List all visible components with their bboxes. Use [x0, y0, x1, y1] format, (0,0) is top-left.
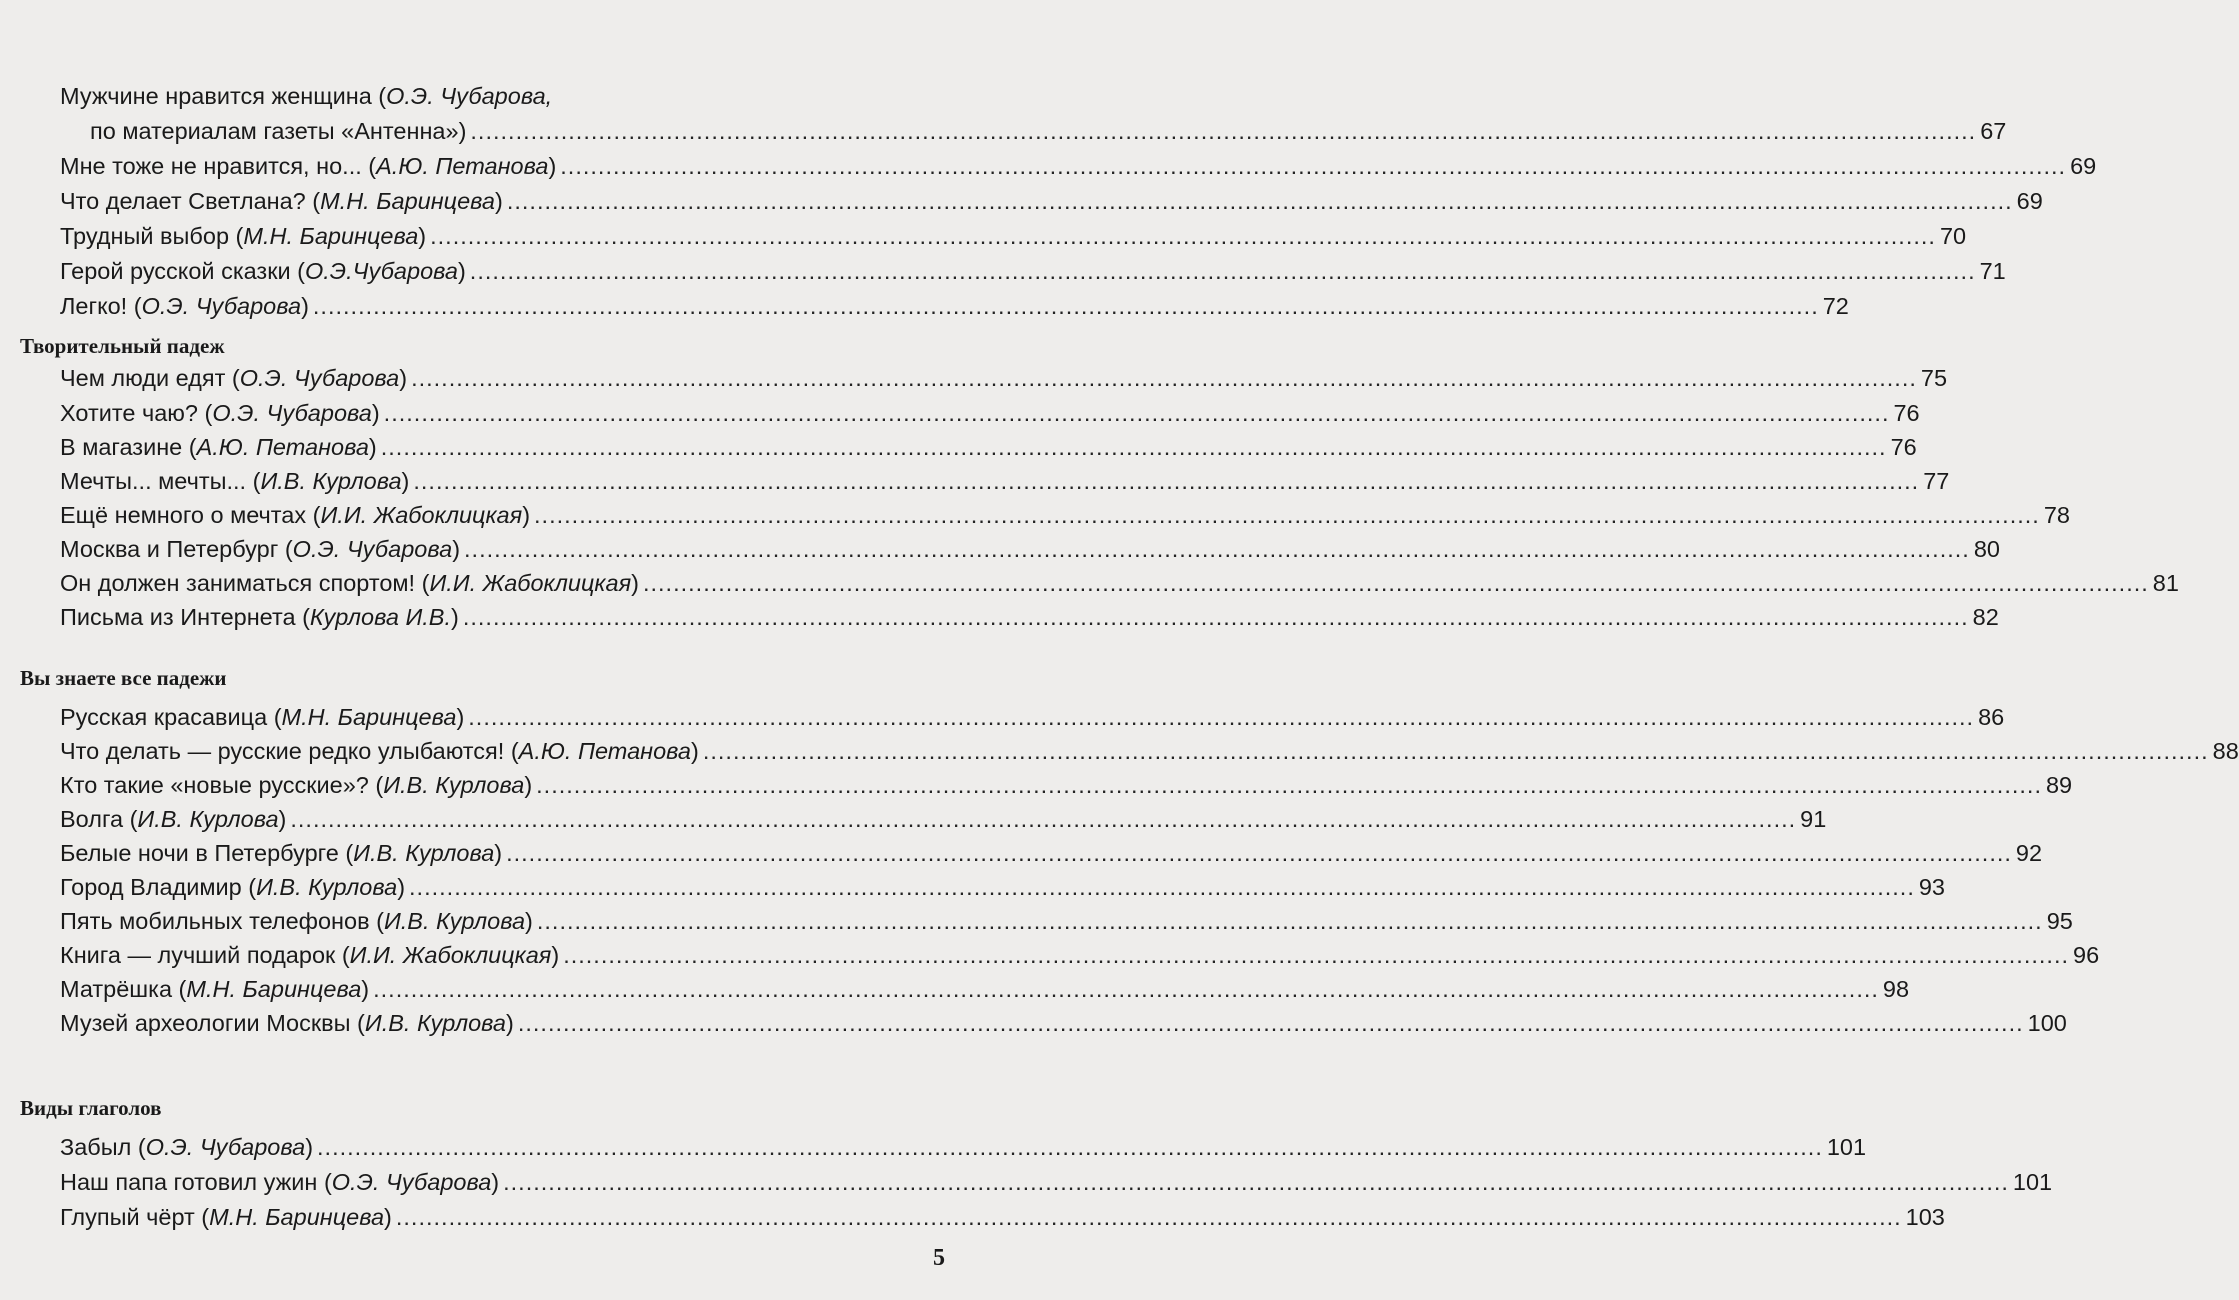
dot-leader: ........................................................................................................................................................................................................	[642, 570, 2149, 596]
dot-leader: ........................................................................................................................................................................................................	[462, 604, 1969, 630]
entry-author: И.И. Жабоклицкая	[429, 570, 632, 596]
entry-title: Волга (И.В. Курлова)	[60, 806, 287, 832]
toc-entry	[60, 772, 2073, 806]
entry-title: Пять мобильных телефонов (И.В. Курлова)	[60, 908, 533, 934]
entry-page: 67	[1980, 118, 2007, 144]
entry-page: 82	[1972, 604, 1999, 630]
entry-page: 75	[1920, 365, 1948, 391]
entry-title: Он должен заниматься спортом! (И.И. Жабоклицкая)	[60, 570, 639, 596]
toc-entry	[60, 570, 2179, 604]
entry-author: А.Ю. Петанова	[376, 153, 549, 179]
entry-page: 95	[2046, 908, 2073, 934]
entry-author: О.Э.Чубарова	[304, 258, 458, 284]
toc-entry	[60, 536, 2000, 570]
entry-page: 92	[2015, 840, 2043, 866]
entry-title: Наш папа готовил ужин (О.Э. Чубарова)	[60, 1169, 500, 1195]
section-heading: Творительный падеж	[20, 334, 225, 358]
entry-title: Матрёшка (М.Н. Баринцева)	[60, 976, 370, 1002]
entry-author: А.Ю. Петанова	[196, 434, 369, 460]
toc-entry	[60, 704, 2005, 738]
entry-title: Легко! (О.Э. Чубарова)	[60, 293, 309, 319]
toc-entry	[60, 118, 2007, 152]
entry-page: 72	[1822, 293, 1849, 319]
entry-page: 100	[2027, 1010, 2067, 1036]
dot-leader: ........................................................................................................................................................................................................	[411, 365, 1917, 391]
toc-entry	[60, 1169, 2053, 1203]
dot-leader: ........................................................................................................................................................................................................	[469, 258, 1976, 284]
entry-page: 80	[1973, 536, 2000, 562]
entry-page: 76	[1890, 434, 1917, 460]
toc-entry	[60, 976, 1910, 1010]
entry-author: О.Э. Чубарова,	[386, 83, 553, 109]
dot-leader: ........................................................................................................................................................................................................	[560, 153, 2067, 179]
entry-page: 77	[1923, 468, 1950, 494]
dot-leader: ........................................................................................................................................................................................................	[503, 1169, 2009, 1195]
toc-entry	[60, 738, 2239, 772]
dot-leader: ........................................................................................................................................................................................................	[468, 704, 1975, 730]
dot-leader: ........................................................................................................................................................................................................	[290, 806, 1797, 832]
dot-leader: ........................................................................................................................................................................................................	[317, 1134, 1823, 1160]
entry-author: М.Н. Баринцева	[243, 223, 419, 249]
entry-author: О.Э. Чубарова	[292, 536, 453, 562]
entry-author: И.В. Курлова	[256, 874, 398, 900]
entry-page: 98	[1882, 976, 1910, 1002]
entry-author: И.В. Курлова	[353, 840, 495, 866]
toc-entry	[60, 840, 2043, 874]
toc-entry	[60, 806, 1827, 840]
dot-leader: ........................................................................................................................................................................................................	[312, 293, 1819, 319]
entry-title: Кто такие «новые русские»? (И.В. Курлова)	[60, 772, 533, 798]
entry-page: 69	[2070, 153, 2097, 179]
entry-title: Музей археологии Москвы (И.В. Курлова)	[60, 1010, 514, 1036]
entry-page: 78	[2043, 502, 2070, 528]
entry-author: М.Н. Баринцева	[320, 188, 496, 214]
entry-author: О.Э. Чубарова	[239, 365, 400, 391]
dot-leader: ........................................................................................................................................................................................................	[395, 1204, 1902, 1230]
entry-page: 71	[1979, 258, 2006, 284]
toc-entry	[60, 434, 1917, 468]
entry-title: Хотите чаю? (О.Э. Чубарова)	[60, 400, 380, 426]
section-heading: Виды глаголов	[20, 1096, 162, 1120]
entry-page: 81	[2152, 570, 2179, 596]
entry-author: Курлова И.В.	[309, 604, 452, 630]
toc-entry	[60, 942, 2100, 976]
dot-leader: ........................................................................................................................................................................................................	[534, 502, 2040, 528]
dot-leader: ........................................................................................................................................................................................................	[506, 188, 2013, 214]
dot-leader: ........................................................................................................................................................................................................	[470, 118, 1977, 144]
toc-entry	[60, 153, 2097, 187]
toc-entry	[60, 293, 1849, 327]
entry-title: Русская красавица (М.Н. Баринцева)	[60, 704, 465, 730]
dot-leader: ........................................................................................................................................................................................................	[380, 434, 1887, 460]
entry-author: И.В. Курлова	[260, 468, 402, 494]
entry-title: Мне тоже не нравится, но... (А.Ю. Петанова)	[60, 153, 557, 179]
entry-title: Книга — лучший подарок (И.И. Жабоклицкая)	[60, 942, 560, 968]
toc-entry	[60, 83, 945, 117]
dot-leader: ........................................................................................................................................................................................................	[430, 223, 1936, 249]
toc-entry	[60, 365, 1948, 399]
entry-page: 69	[2016, 188, 2043, 214]
entry-title: Герой русской сказки (О.Э.Чубарова)	[60, 258, 466, 284]
entry-page: 88	[2212, 738, 2239, 764]
entry-title: Ещё немного о мечтах (И.И. Жабоклицкая)	[60, 502, 531, 528]
entry-title: Город Владимир (И.В. Курлова)	[60, 874, 406, 900]
entry-title: Трудный выбор (М.Н. Баринцева)	[60, 223, 427, 249]
entry-page: 101	[2012, 1169, 2053, 1195]
dot-leader: ........................................................................................................................................................................................................	[702, 738, 2209, 764]
entry-title: Забыл (О.Э. Чубарова)	[60, 1134, 314, 1160]
entry-author: О.Э. Чубарова	[331, 1169, 492, 1195]
entry-author: И.В. Курлова	[364, 1010, 506, 1036]
entry-title: Белые ночи в Петербурге (И.В. Курлова)	[60, 840, 503, 866]
toc-entry	[60, 874, 1945, 908]
dot-leader: ........................................................................................................................................................................................................	[464, 536, 1970, 562]
toc-entry	[60, 1204, 1945, 1238]
dot-leader: ........................................................................................................................................................................................................	[506, 840, 2012, 866]
entry-author: И.И. Жабоклицкая	[349, 942, 552, 968]
entry-title: Мечты... мечты... (И.В. Курлова)	[60, 468, 410, 494]
dot-leader: ........................................................................................................................................................................................................	[409, 874, 1915, 900]
entry-title: В магазине (А.Ю. Петанова)	[60, 434, 377, 460]
entry-title: Письма из Интернета (Курлова И.В.)	[60, 604, 459, 630]
dot-leader: ........................................................................................................................................................................................................	[413, 468, 1920, 494]
page-number: 5	[933, 1245, 945, 1271]
dot-leader: ........................................................................................................................................................................................................	[536, 908, 2043, 934]
toc-entry	[60, 604, 1999, 638]
dot-leader: ........................................................................................................................................................................................................	[373, 976, 1879, 1002]
dot-leader: ........................................................................................................................................................................................................	[383, 400, 1890, 426]
entry-title: Что делает Светлана? (М.Н. Баринцева)	[60, 188, 503, 214]
toc-entry	[60, 1010, 2067, 1044]
entry-page: 93	[1918, 874, 1945, 900]
toc-entry	[60, 188, 2043, 222]
entry-title: по материалам газеты «Антенна»)	[90, 118, 467, 144]
entry-title: Глупый чёрт (М.Н. Баринцева)	[60, 1204, 392, 1230]
entry-page: 86	[1978, 704, 2005, 730]
toc-entry	[60, 400, 1920, 434]
entry-title: Мужчине нравится женщина (О.Э. Чубарова,	[60, 83, 553, 109]
toc-entry	[60, 502, 2070, 536]
toc-entry	[60, 468, 1950, 502]
entry-title: Что делать — русские редко улыбаются! (А.Ю. Петанова)	[60, 738, 699, 764]
entry-title: Чем люди едят (О.Э. Чубарова)	[60, 365, 408, 391]
entry-page: 76	[1893, 400, 1920, 426]
entry-page: 96	[2073, 942, 2100, 968]
section-heading: Вы знаете все падежи	[20, 666, 227, 690]
entry-author: О.Э. Чубарова	[145, 1134, 306, 1160]
entry-author: О.Э. Чубарова	[212, 400, 372, 426]
entry-author: М.Н. Баринцева	[186, 976, 362, 1002]
dot-leader: ........................................................................................................................................................................................................	[517, 1010, 2024, 1036]
entry-author: И.В. Курлова	[383, 772, 525, 798]
entry-page: 70	[1939, 223, 1967, 249]
toc-entry	[60, 1134, 1867, 1168]
toc-entry	[60, 258, 2006, 292]
toc-entry	[60, 223, 1967, 257]
entry-page: 91	[1800, 806, 1827, 832]
dot-leader: ........................................................................................................................................................................................................	[563, 942, 2069, 968]
entry-author: И.В. Курлова	[137, 806, 279, 832]
entry-author: И.И. Жабоклицкая	[320, 502, 523, 528]
dot-leader: ........................................................................................................................................................................................................	[536, 772, 2042, 798]
entry-author: М.Н. Баринцева	[209, 1204, 385, 1230]
entry-page: 89	[2045, 772, 2073, 798]
toc-entry	[60, 908, 2073, 942]
entry-author: М.Н. Баринцева	[281, 704, 457, 730]
entry-title: Москва и Петербург (О.Э. Чубарова)	[60, 536, 461, 562]
entry-page: 103	[1905, 1204, 1945, 1230]
entry-author: А.Ю. Петанова	[518, 738, 691, 764]
entry-author: О.Э. Чубарова	[141, 293, 302, 319]
entry-author: И.В. Курлова	[383, 908, 526, 934]
entry-page: 101	[1826, 1134, 1867, 1160]
